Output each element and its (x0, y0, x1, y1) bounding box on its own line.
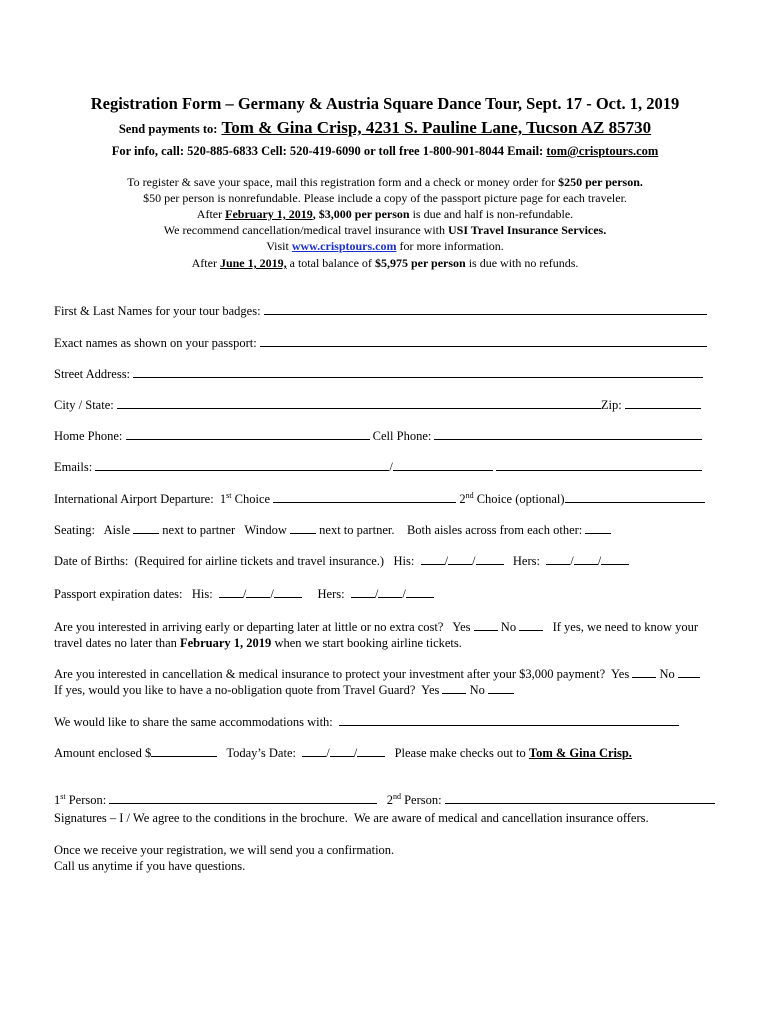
amount-enclosed-field[interactable] (151, 746, 217, 757)
instruction-line-6 (0, 256, 770, 271)
form-title: Registration Form – Germany & Austria Square Dance Tour, Sept. 17 - Oct. 1, 2019 (90, 94, 680, 113)
first-choice-label: Choice (231, 492, 274, 506)
street-address-field[interactable] (133, 367, 703, 378)
date-separator: / (444, 554, 449, 568)
instruction-text: Visit (266, 239, 292, 253)
instruction-text: is due with no refunds. (465, 256, 579, 270)
emails-label: Emails: (54, 460, 96, 474)
passport-hers-day-field[interactable] (378, 587, 402, 598)
cell-phone-field[interactable] (434, 429, 702, 440)
passport-his-day-field[interactable] (246, 587, 270, 598)
ordinal-suffix: st (60, 791, 66, 801)
insurance-no-field[interactable] (678, 667, 700, 678)
early-arrival-no-field[interactable] (519, 620, 543, 631)
balance-due-date: June 1, 2019, (219, 256, 287, 270)
date-separator: / (374, 587, 379, 601)
early-arrival-question: Are you interested in arriving early or departing later at little or no extra cost? Yes (54, 620, 474, 634)
city-state-row (54, 398, 701, 413)
seating-both-aisles-label: next to partner. Both aisles across from each other: (316, 523, 586, 537)
share-accommodations-row (54, 715, 679, 730)
dob-hers-day-field[interactable] (574, 554, 598, 565)
seating-label: Seating: Aisle (54, 523, 134, 537)
email-separator: / (389, 460, 393, 474)
instruction-line-5 (0, 239, 770, 254)
second-choice-label: Choice (optional) (473, 492, 565, 506)
seating-window-field[interactable] (290, 523, 316, 534)
insurance-question: Are you interested in cancellation & medical insurance to protect your investment after your $3,000 payment? Yes (54, 667, 633, 681)
email-1-field[interactable] (95, 460, 389, 471)
home-phone-label: Home Phone: (54, 429, 126, 443)
seating-aisle-field[interactable] (133, 523, 159, 534)
signatures-statement: Signatures – I / We agree to the conditions in the brochure. We are aware of medical and cancellation insurance offers. (54, 811, 649, 825)
person-2-signature-field[interactable] (445, 793, 715, 804)
person-2-label: Person: (400, 793, 445, 807)
early-arrival-note: travel dates no later than (54, 636, 180, 650)
balance-amount: $5,975 per person (374, 256, 466, 270)
date-separator: / (402, 587, 406, 601)
quote-yes-field[interactable] (442, 683, 466, 694)
airport-row (54, 492, 705, 507)
todays-date-label: Today’s Date: (217, 746, 303, 760)
email-3-field[interactable] (496, 460, 702, 471)
email-2-field[interactable] (393, 460, 493, 471)
payment-amount: , $3,000 per person (312, 207, 410, 221)
dob-his-day-field[interactable] (448, 554, 472, 565)
person-1-signature-field[interactable] (109, 793, 377, 804)
instruction-text: is due and half is non-refundable. (409, 207, 574, 221)
early-arrival-note: If yes, we need to know your (543, 620, 699, 634)
badge-names-field[interactable] (264, 304, 707, 315)
payment-due-date: February 1, 2019 (225, 207, 313, 221)
insurance-provider: USI Travel Insurance Services. (448, 223, 607, 237)
instruction-line-2: $50 per person is nonrefundable. Please include a copy of the passport picture page for each traveler. (143, 191, 627, 205)
ordinal-suffix: nd (465, 490, 474, 500)
passport-his-year-field[interactable] (274, 587, 302, 598)
signature-names-row (54, 793, 715, 808)
city-state-label: City / State: (54, 398, 117, 412)
city-state-field[interactable] (117, 398, 601, 409)
payment-row (54, 746, 632, 761)
share-accommodations-field[interactable] (339, 715, 679, 726)
home-phone-field[interactable] (126, 429, 370, 440)
send-payments-line (0, 118, 770, 138)
insurance-row-2 (54, 683, 514, 698)
amount-enclosed-label: Amount enclosed $ (54, 746, 152, 760)
instruction-text: We recommend cancellation/medical travel insurance with (163, 223, 449, 237)
closing-line-2: Call us anytime if you have questions. (54, 859, 246, 873)
send-payments-label: Send payments to: (118, 122, 218, 136)
seating-window-label: next to partner Window (159, 523, 291, 537)
airport-first-choice-field[interactable] (273, 492, 456, 503)
share-accommodations-label: We would like to share the same accommodations with: (54, 715, 340, 729)
instruction-text: for more information. (396, 239, 504, 253)
instruction-line-3 (0, 207, 770, 222)
checks-payable-label: Please make checks out to (385, 746, 529, 760)
passport-names-field[interactable] (260, 336, 707, 347)
dob-hers-year-field[interactable] (601, 554, 629, 565)
quote-no-field[interactable] (488, 683, 514, 694)
instruction-text: After (196, 207, 226, 221)
dob-row (54, 554, 629, 569)
insurance-yes-field[interactable] (632, 667, 656, 678)
contact-info: For info, call: 520-885-6833 Cell: 520-419-6090 or toll free 1-800-901-8044 Email: (111, 144, 547, 158)
second-choice-number: 2 (456, 492, 466, 506)
closing-line-1: Once we receive your registration, we will send you a confirmation. (54, 843, 395, 857)
checks-payee: Tom & Gina Crisp. (528, 746, 632, 760)
contact-line (0, 144, 770, 159)
todays-date-month-field[interactable] (302, 746, 326, 757)
dob-his-month-field[interactable] (421, 554, 445, 565)
early-arrival-no-label: No (497, 620, 520, 634)
instruction-text: After (191, 256, 220, 270)
early-arrival-row-2 (54, 636, 462, 651)
website-link[interactable]: www.crisptours.com (291, 239, 397, 253)
passport-hers-label: Hers: (301, 587, 351, 601)
dob-hers-month-field[interactable] (546, 554, 570, 565)
street-address-row (54, 367, 703, 382)
ordinal-suffix: nd (392, 791, 401, 801)
quote-no-label: No (466, 683, 489, 697)
passport-expiration-row (54, 587, 434, 602)
passport-names-label: Exact names as shown on your passport: (54, 336, 260, 350)
zip-field[interactable] (625, 398, 701, 409)
person-2-label: 2 (377, 793, 393, 807)
passport-expiration-label: Passport expiration dates: His: (54, 587, 219, 601)
street-address-label: Street Address: (54, 367, 134, 381)
zip-label: Zip: (600, 398, 625, 412)
insurance-row-1 (54, 667, 700, 682)
person-1-label: Person: (65, 793, 110, 807)
date-separator: / (242, 587, 247, 601)
badge-names-row (54, 304, 707, 319)
early-arrival-row-1 (54, 620, 698, 635)
cell-phone-label: Cell Phone: (369, 429, 435, 443)
passport-names-row (54, 336, 707, 351)
instruction-text: a total balance of (286, 256, 375, 270)
instruction-text: To register & save your space, mail this registration form and a check or money order for (127, 175, 559, 189)
deposit-amount: $250 per person. (558, 175, 643, 189)
instruction-line-4 (0, 223, 770, 238)
date-separator: / (472, 554, 476, 568)
date-separator: / (270, 587, 274, 601)
person-1-label: 1 (54, 793, 61, 807)
date-separator: / (326, 746, 330, 760)
dob-label: Date of Births: (Required for airline tickets and travel insurance.) His: (54, 554, 421, 568)
instruction-line-1 (0, 175, 770, 190)
ordinal-suffix: st (226, 490, 232, 500)
early-arrival-note: when we start booking airline tickets. (271, 636, 462, 650)
passport-hers-year-field[interactable] (406, 587, 434, 598)
todays-date-year-field[interactable] (357, 746, 385, 757)
todays-date-day-field[interactable] (330, 746, 354, 757)
emails-row (54, 460, 702, 475)
seating-row (54, 523, 611, 538)
badge-names-label: First & Last Names for your tour badges: (54, 304, 264, 318)
airport-second-choice-field[interactable] (565, 492, 705, 503)
send-payments-address: Tom & Gina Crisp, 4231 S. Pauline Lane, Tucson AZ 85730 (221, 118, 652, 137)
passport-his-month-field[interactable] (219, 587, 243, 598)
date-separator: / (570, 554, 574, 568)
dob-his-year-field[interactable] (476, 554, 504, 565)
phone-row (54, 429, 702, 444)
passport-hers-month-field[interactable] (351, 587, 375, 598)
booking-date: February 1, 2019 (180, 636, 272, 650)
dob-hers-label: Hers: (503, 554, 547, 568)
contact-email[interactable]: tom@crisptours.com (546, 144, 659, 158)
insurance-no-label: No (656, 667, 678, 681)
early-arrival-yes-field[interactable] (474, 620, 498, 631)
airport-label: International Airport Departure: 1 (54, 492, 227, 506)
seating-both-aisles-field[interactable] (585, 523, 611, 534)
quote-question: If yes, would you like to have a no-obligation quote from Travel Guard? Yes (54, 683, 443, 697)
date-separator: / (353, 746, 358, 760)
date-separator: / (597, 554, 602, 568)
